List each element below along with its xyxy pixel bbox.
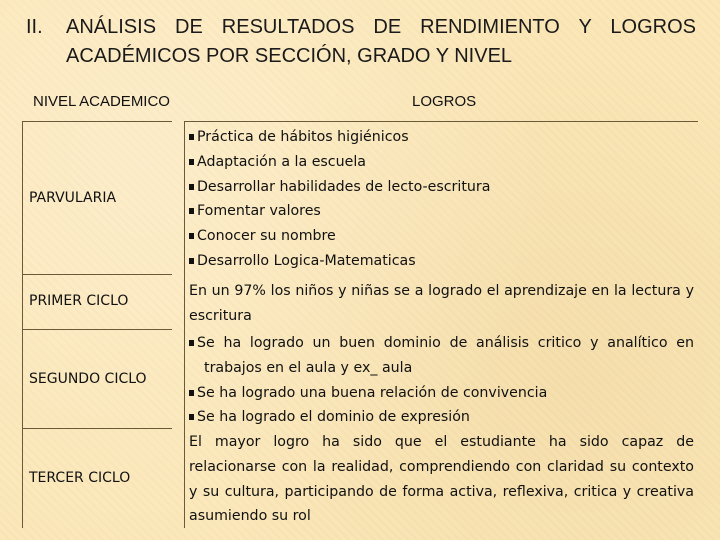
list-item: Se ha logrado un buen dominio de análisis critico y analítico en	[189, 331, 694, 356]
logros-segundo-ciclo	[189, 331, 694, 430]
row-divider-3	[22, 428, 172, 429]
square-bullet-icon	[189, 159, 194, 165]
table-header-rule-left	[22, 121, 172, 122]
text-line: y su cultura, participando de forma activa, reflexiva, critica y creativa	[189, 483, 694, 500]
table-header-rule-right	[184, 121, 698, 122]
logros-tercer-ciclo	[189, 430, 694, 529]
square-bullet-icon	[189, 233, 194, 239]
header-nivel-academico: NIVEL ACADEMICO	[33, 93, 170, 110]
square-bullet-icon	[189, 258, 194, 264]
level-primer-ciclo: PRIMER CICLO	[29, 293, 129, 309]
text-line: escritura	[189, 307, 252, 324]
square-bullet-icon	[189, 390, 194, 396]
list-item: Se ha logrado el dominio de expresión	[189, 405, 694, 430]
table-column-divider-left	[22, 121, 23, 528]
table-column-divider-right	[184, 121, 185, 528]
list-item: Adaptación a la escuela	[189, 150, 694, 175]
list-item: Práctica de hábitos higiénicos	[189, 125, 694, 150]
text-line: En un 97% los niños y niñas se a logrado el aprendizaje en la lectura y	[189, 283, 694, 299]
text-line: El mayor logro ha sido que el estudiante ha sido capaz de	[189, 434, 694, 450]
section-title-line-1: ANÁLISIS DE RESULTADOS DE RENDIMIENTO Y LOGROS	[66, 16, 696, 38]
square-bullet-icon	[189, 134, 194, 140]
row-divider-2	[22, 329, 172, 330]
section-number: II.	[26, 16, 43, 38]
square-bullet-icon	[189, 184, 194, 190]
square-bullet-icon	[189, 208, 194, 214]
level-segundo-ciclo: SEGUNDO CICLO	[29, 371, 147, 387]
list-item: Desarrollar habilidades de lecto-escritura	[189, 175, 694, 200]
text-line: relacionarse con la realidad, comprendiendo con claridad su contexto	[189, 458, 694, 475]
level-parvularia: PARVULARIA	[29, 190, 117, 206]
text-line: trabajos en el aula y ex_ aula	[204, 359, 413, 376]
list-item: Fomentar valores	[189, 199, 694, 224]
list-item: Conocer su nombre	[189, 224, 694, 249]
row-divider-1	[22, 274, 172, 275]
level-tercer-ciclo: TERCER CICLO	[29, 470, 131, 486]
list-item: Desarrollo Logica-Matematicas	[189, 249, 694, 274]
logros-parvularia	[189, 125, 694, 274]
header-logros: LOGROS	[412, 93, 477, 110]
list-item: Se ha logrado una buena relación de convivencia	[189, 381, 694, 406]
section-title-line-2: ACADÉMICOS POR SECCIÓN, GRADO Y NIVEL	[66, 45, 513, 67]
square-bullet-icon	[189, 414, 194, 420]
logros-primer-ciclo	[189, 279, 694, 329]
text-line: asumiendo su rol	[189, 508, 311, 525]
square-bullet-icon	[189, 340, 194, 346]
